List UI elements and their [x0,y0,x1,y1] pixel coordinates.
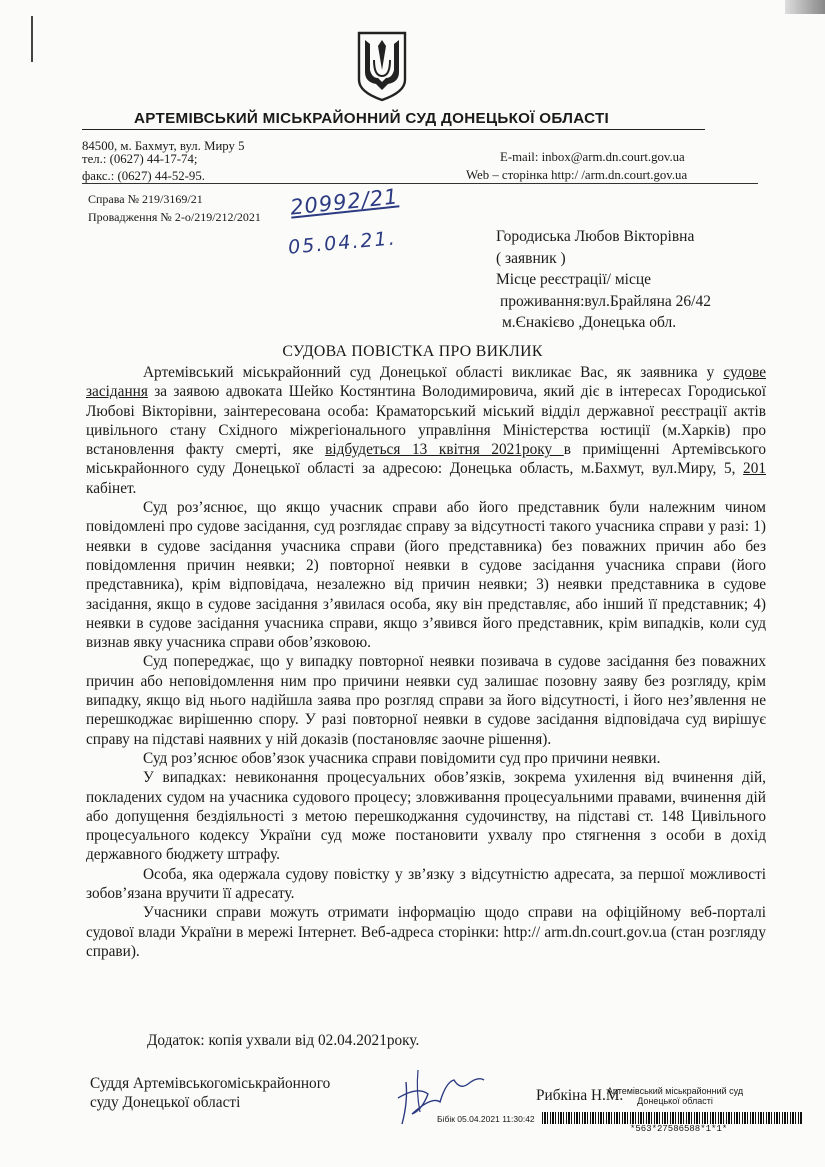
recipient-block [496,226,711,334]
scan-margin-mark [31,16,33,62]
recipient-role: ( заявник ) [496,249,566,267]
attachment-note: Додаток: копія ухвали від 02.04.2021року. [147,1032,420,1049]
e-stamp-meta: Бібік 05.04.2021 11:30:42 [437,1114,535,1124]
summons-text-d: кабінет. [86,479,137,497]
case-number: Справа № 219/3169/21 [88,192,203,206]
court-website: Web – сторінка http:/ /arm.dn.court.gov.ua [466,168,688,182]
proceeding-number: Провадження № 2-о/219/212/2021 [88,210,261,224]
court-fax: факс.: (0627) 44-52-95. [82,169,205,183]
e-stamp-line2: Донецької області [637,1096,713,1106]
court-email: E-mail: inbox@arm.dn.court.gov.ua [500,150,685,164]
hearing-date: відбудеться 13 квітня 2021року [325,441,564,459]
paragraph-notify: Суд роз’яснює обов’язок учасника справи повідомити суд про причини неявки. [143,749,661,767]
trident-emblem-icon [356,30,408,102]
paragraph-delivery: Особа, яка одержала судову повістку у зв’язку з відсутністю адресата, за першої можливості зобов’язана вручити її адресату. [86,865,766,903]
barcode-text: *563*27586588*1*1* [630,1124,728,1134]
document-body [86,363,766,961]
handwritten-reg-number: 20992/21 [289,184,400,220]
paragraph-summons [86,363,766,498]
recipient-city: м.Єнакієво ,Донецька обл. [502,314,677,331]
recipient-address-label: Місце реєстрації/ місце [496,271,652,288]
scan-corner-mark [785,0,825,14]
judge-title-line1: Суддя Артемівськогоміськрайонного [90,1075,331,1092]
court-phone: тел.: (0627) 44-17-74; [82,152,198,166]
court-name: АРТЕМІВСЬКИЙ МІСЬКРАЙОННИЙ СУД ДОНЕЦЬКОЇ ОБЛАСТІ [134,110,610,127]
judge-title [90,1074,330,1112]
summons-text-a: Артемівський міськрайонний суд Донецької області викликає Вас, як заявника у [143,364,724,381]
handwritten-reg-date: 05.04.21. [287,227,398,259]
e-stamp-court [600,1086,750,1106]
header-divider [82,129,705,130]
recipient-street: проживання:вул.Брайляна 26/42 [500,292,711,310]
room-number: 201 [743,460,766,478]
barcode-icon [542,1112,802,1124]
paragraph-absence: Суд роз’яснює, що якщо учасник справи або його представник були належним чином повідомлені про судове засідання, суд розглядає справу за відсутності такого учасника справи у разі: 1) неявки в судове засідання учасника справи (його представника) без поважних причин або без повідомлення причин неявки; 2) повторної неявки в судове засідання учасника справи (його представника), крім відповідача, незалежно від причин неявки; 3) неявки представника в судове засідання, якщо в судове засідання з’явилася особа, яку він представляє, або інший її представник; 4) неявки в судове засідання учасника справи, якщо з’явився його представник, крім випадків, коли суд визнав явку учасника справи обов’язковою. [86,499,766,652]
court-address: 84500, м. Бахмут, вул. Миру 5 [82,139,245,153]
paragraph-warning: Суд попереджає, що у випадку повторної неявки позивача в судове засідання без поважних причин або неповідомлення ним про причини неявки суд залишає позовну заяву без розгляду, крім випадку, якщо від нього надійшла заява про розгляд справи за його відсутності, і його нез’явлення не перешкоджає вирішенню спору. У разі повторної неявки в судове засідання відповідача суд вирішує справу на підставі наявних у ній доказів (постановляє заочне рішення). [86,653,766,748]
judge-name: Рибкіна Н.М. [536,1087,624,1104]
e-stamp-line1: Артемівський міськрайонний суд [606,1086,744,1096]
summons-text-c: в приміщенні Артемівського міськрайонного суду Донецької області за адресою: Донецька область, м.Бахмут, вул.Миру, 5, [86,441,766,478]
paragraph-info: Учасники справи можуть отримати інформацію щодо справи на офіційному веб-порталі судової влади України в мережі Інтернет. Веб-адреса сторінки: http:// arm.dn.court.gov.ua (стан розгляду справи). [86,904,766,960]
paragraph-fine: У випадках: невиконання процесуальних обов’язків, зокрема ухилення від вчинення дій, покладених судом на учасника судового процесу; зловживання процесуальними правами, вчинення дій або допущення бездіяльності з метою перешкоджання судочинству, на підставі ст. 148 Цивільного процесуального кодексу України суд може постановити ухвалу про стягнення з особи в дохід державного бюджету штрафу. [86,769,766,864]
judge-title-line2: суду Донецької області [90,1094,241,1111]
recipient-name: Городиська Любов Вікторівна [496,228,695,245]
hearing-label: судове засідання [86,364,766,401]
summons-text-b: за заявою адвоката Шейко Костянтина Володимировича, який діє в інтересах Городиської Любові Вікторівни, заінтересована особа: Краматорський міський відділ державної реєстрації актів цивільного стану Східного міжрегіонального управління Міністерства юстиції (м.Харків) про встановлення факту смерті, яке [86,383,766,459]
document-title: СУДОВА ПОВІСТКА ПРО ВИКЛИК [282,343,543,360]
